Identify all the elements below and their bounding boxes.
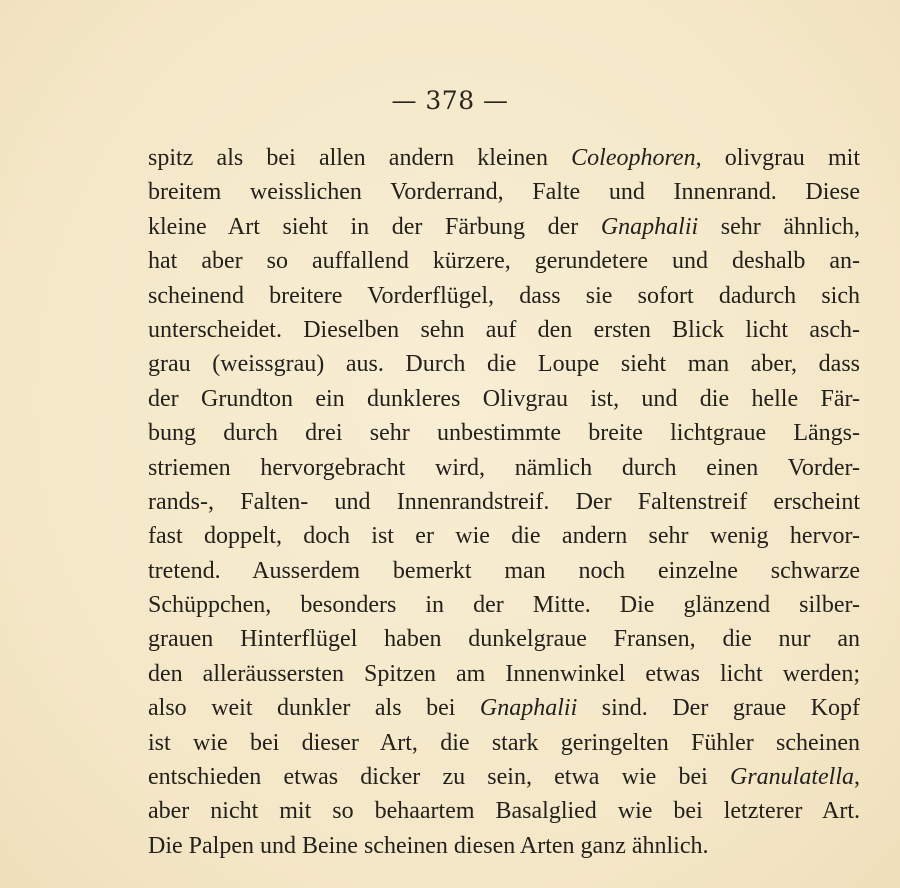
text-line bbox=[148, 244, 860, 278]
italic-taxon-name: Granulatella bbox=[730, 764, 854, 791]
text-run: spitz als bei allen andern kleinen bbox=[148, 145, 572, 171]
text-line bbox=[148, 726, 860, 760]
text-run: breitem weisslichen Vorderrand, Falte und Innenrand. Diese bbox=[148, 179, 860, 206]
text-run: , bbox=[854, 764, 860, 791]
text-line bbox=[148, 622, 860, 656]
text-line bbox=[148, 279, 860, 313]
text-run: entschieden etwas dicker zu sein, etwa wie bei bbox=[148, 764, 730, 791]
text-run: sehr ähnlich, bbox=[698, 213, 861, 240]
text-line bbox=[148, 485, 860, 519]
text-line bbox=[148, 657, 860, 691]
text-run: unterscheidet. Dieselben sehn auf den ersten Blick licht asch- bbox=[148, 316, 860, 343]
text-line bbox=[148, 691, 860, 725]
page-number: — 378 — bbox=[391, 86, 509, 115]
text-line bbox=[148, 554, 860, 588]
text-line bbox=[148, 760, 860, 794]
text-line bbox=[148, 416, 860, 450]
text-line bbox=[148, 313, 860, 347]
text-line bbox=[148, 588, 860, 622]
text-line bbox=[148, 175, 860, 209]
text-run: hat aber so auffallend kürzere, gerundetere und deshalb an- bbox=[148, 248, 860, 275]
text-run: grauen Hinterflügel haben dunkelgraue Fransen, die nur an bbox=[148, 626, 860, 653]
text-run: ist wie bei dieser Art, die stark geringelten Fühler scheinen bbox=[148, 729, 860, 756]
text-run: der Grundton ein dunkleres Olivgrau ist, und die helle Fär- bbox=[148, 385, 860, 412]
italic-taxon-name: Coleophoren bbox=[571, 145, 696, 171]
text-run: tretend. Ausserdem bemerkt man noch einzelne schwarze bbox=[148, 557, 860, 584]
text-line bbox=[148, 210, 860, 244]
text-run: Schüppchen, besonders in der Mitte. Die glänzend silber- bbox=[148, 592, 860, 619]
text-run: sind. Der graue Kopf bbox=[577, 695, 860, 722]
text-run: fast doppelt, doch ist er wie die andern sehr wenig hervor- bbox=[148, 523, 860, 550]
text-line bbox=[148, 382, 860, 416]
text-run: grau (weissgrau) aus. Durch die Loupe sieht man aber, dass bbox=[148, 351, 860, 378]
text-line bbox=[148, 794, 860, 828]
text-line bbox=[148, 829, 860, 863]
text-run: striemen hervorgebracht wird, nämlich durch einen Vorder- bbox=[148, 454, 860, 481]
text-run: kleine Art sieht in der Färbung der bbox=[148, 213, 601, 240]
text-line bbox=[148, 519, 860, 553]
text-line bbox=[148, 451, 860, 485]
text-line bbox=[148, 347, 860, 381]
text-run: den alleräussersten Spitzen am Innenwinkel etwas licht werden; bbox=[148, 660, 860, 687]
text-run: Die Palpen und Beine scheinen diesen Arten ganz ähnlich. bbox=[148, 832, 709, 859]
text-run: aber nicht mit so behaartem Basalglied wie bei letzterer Art. bbox=[148, 798, 860, 825]
text-line bbox=[148, 141, 860, 175]
text-run: rands-, Falten- und Innenrandstreif. Der Faltenstreif erscheint bbox=[148, 488, 860, 515]
text-run: bung durch drei sehr unbestimmte breite lichtgraue Längs- bbox=[148, 420, 860, 447]
italic-taxon-name: Gnaphalii bbox=[479, 695, 578, 722]
text-run: also weit dunkler als bei bbox=[148, 695, 480, 722]
text-run: , olivgrau mit bbox=[695, 145, 860, 171]
italic-taxon-name: Gnaphalii bbox=[600, 213, 699, 240]
body-paragraph bbox=[148, 141, 860, 863]
text-run: scheinend breitere Vorderflügel, dass sie sofort dadurch sich bbox=[148, 282, 860, 309]
